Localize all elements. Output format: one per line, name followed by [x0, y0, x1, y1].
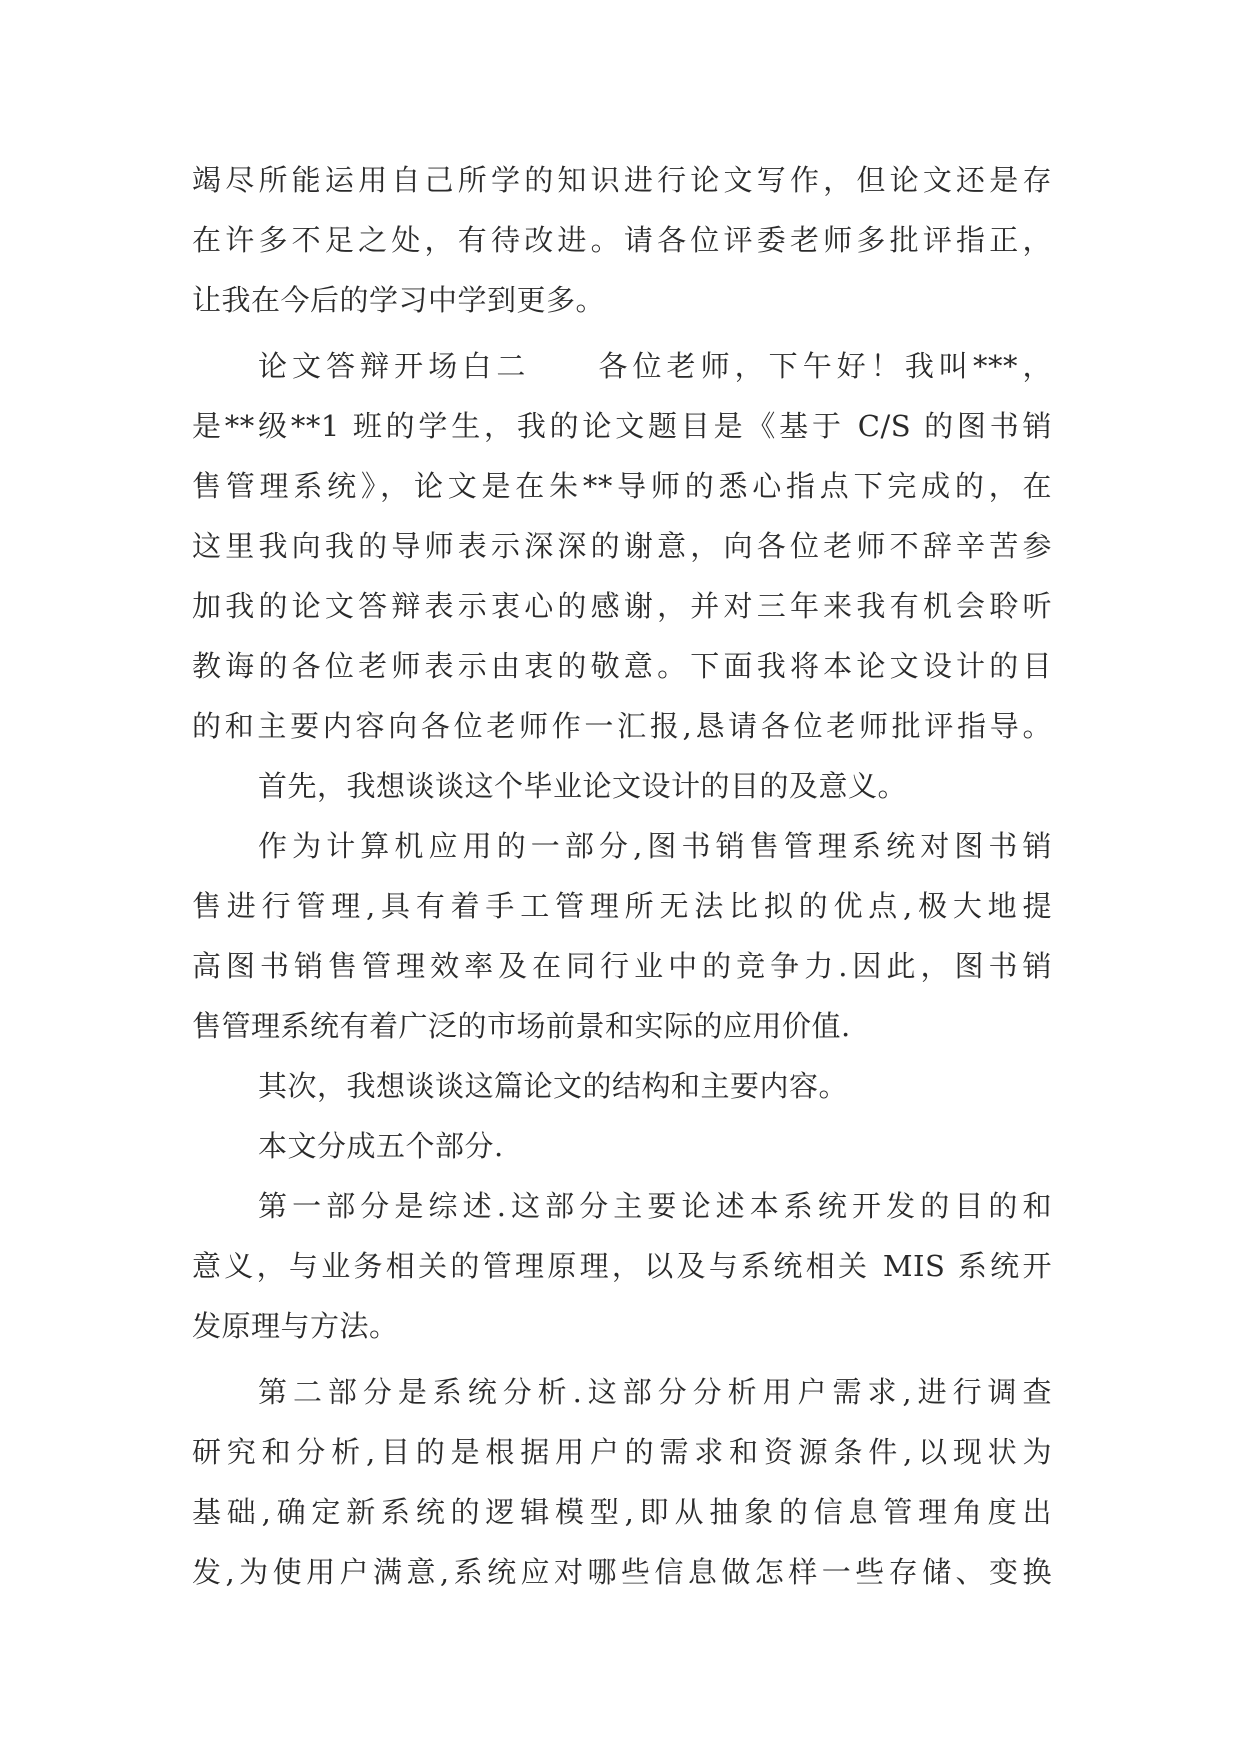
- text-line: 首先，我想谈谈这个毕业论文设计的目的及意义。: [258, 769, 908, 803]
- text-line: 其次，我想谈谈这篇论文的结构和主要内容。: [258, 1069, 849, 1103]
- text-line: 发,为使用户满意,系统应对哪些信息做怎样一些存储、变换: [192, 1555, 1052, 1589]
- text-line: 第二部分是系统分析.这部分分析用户需求,进行调查: [258, 1375, 1052, 1409]
- text-line: 是**级**1 班的学生，我的论文题目是《基于 C/S 的图书销: [192, 409, 1052, 443]
- text-line: 作为计算机应用的一部分,图书销售管理系统对图书销: [258, 829, 1052, 863]
- text-line: 教诲的各位老师表示由衷的敬意。下面我将本论文设计的目: [192, 649, 1052, 683]
- text-line: 研究和分析,目的是根据用户的需求和资源条件,以现状为: [192, 1435, 1052, 1469]
- text-line: 售管理系统有着广泛的市场前景和实际的应用价值.: [192, 1009, 851, 1043]
- text-line: 的和主要内容向各位老师作一汇报,恳请各位老师批评指导。: [192, 709, 1052, 743]
- text-line: 竭尽所能运用自己所学的知识进行论文写作，但论文还是存: [192, 163, 1052, 197]
- text-line: 在许多不足之处，有待改进。请各位评委老师多批评指正，: [192, 223, 1052, 257]
- text-line: 加我的论文答辩表示衷心的感谢，并对三年来我有机会聆听: [192, 589, 1052, 623]
- text-line: 基础,确定新系统的逻辑模型,即从抽象的信息管理角度出: [192, 1495, 1052, 1529]
- text-line: 这里我向我的导师表示深深的谢意，向各位老师不辞辛苦参: [192, 529, 1052, 563]
- text-line: 发原理与方法。: [192, 1309, 399, 1343]
- text-line: 本文分成五个部分.: [258, 1129, 504, 1163]
- document-page: [192, 150, 1052, 1602]
- text-line: 售管理系统》，论文是在朱**导师的悉心指点下完成的，在: [192, 469, 1052, 503]
- text-line: 高图书销售管理效率及在同行业中的竞争力.因此，图书销: [192, 949, 1052, 983]
- paragraph-heading-line: 论文答辩开场白二 各位老师，下午好！我叫***，: [258, 349, 1052, 383]
- text-line: 让我在今后的学习中学到更多。: [192, 283, 606, 317]
- text-line: 意义，与业务相关的管理原理，以及与系统相关 MIS 系统开: [192, 1249, 1052, 1283]
- text-line: 第一部分是综述.这部分主要论述本系统开发的目的和: [258, 1189, 1052, 1223]
- text-line: 售进行管理,具有着手工管理所无法比拟的优点,极大地提: [192, 889, 1052, 923]
